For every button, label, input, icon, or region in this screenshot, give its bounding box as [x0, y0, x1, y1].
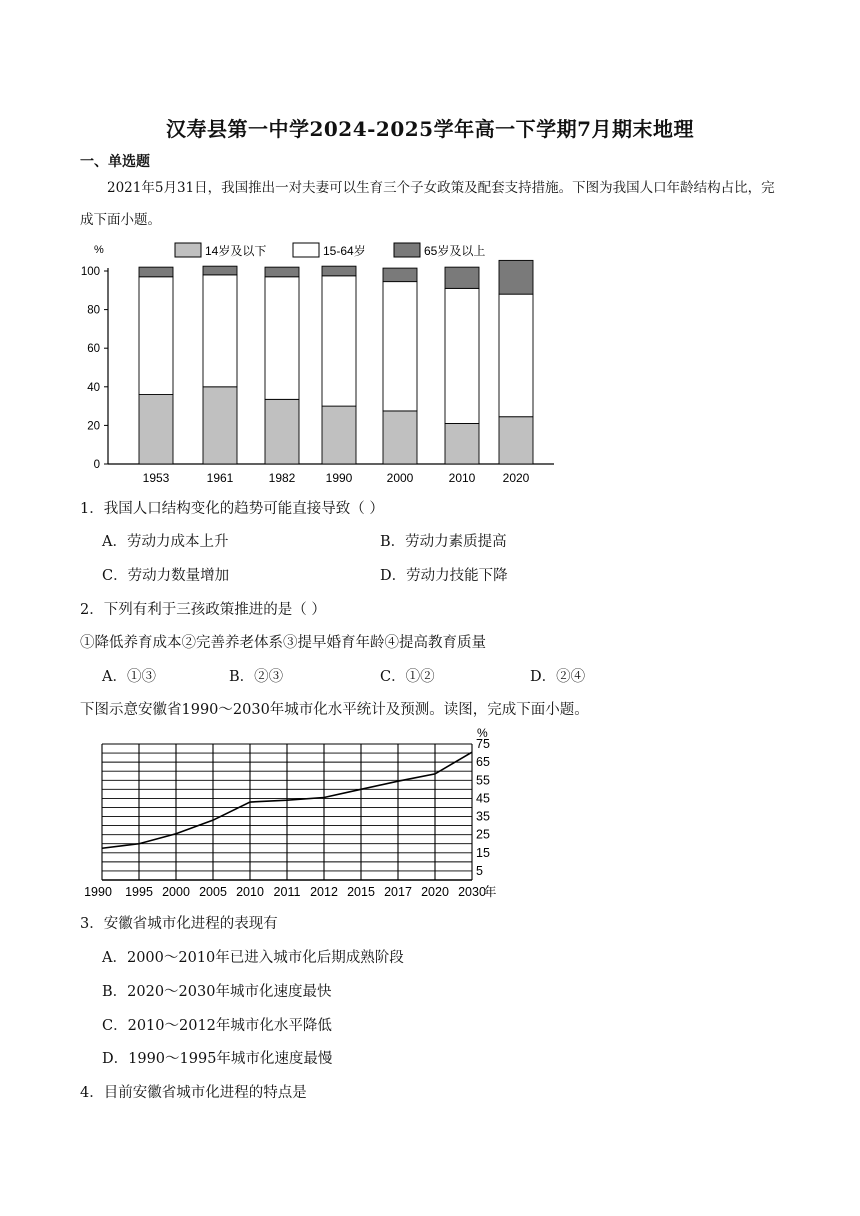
y-tick-label: 100: [80, 266, 100, 278]
bar-segment: [203, 387, 237, 464]
question-2-stem: 2．下列有利于三孩政策推进的是（ ）: [80, 602, 326, 618]
x-tick-label: 1990: [325, 471, 353, 485]
q3-option-a[interactable]: A．2000～2010年已进入城市化后期成熟阶段: [102, 950, 404, 966]
bar-segment: [265, 267, 299, 277]
q2-option-d[interactable]: D．②④: [530, 669, 586, 685]
question-2-items: ①降低养育成本②完善养老体系③提早婚育年龄④提高教育质量: [80, 635, 486, 651]
bar-segment: [139, 277, 173, 395]
x-tick-label: 1990: [84, 885, 112, 899]
urbanization-chart: [80, 724, 510, 900]
y-tick-label: 65: [476, 755, 490, 770]
x-tick-label: 2010: [448, 471, 476, 485]
legend-label: 14岁及以下: [205, 244, 267, 258]
question-4-stem: 4．目前安徽省城市化进程的特点是: [80, 1085, 307, 1101]
x-tick-label: 2020: [421, 885, 449, 899]
x-tick-label: 2015: [347, 885, 375, 899]
bar-segment: [499, 417, 533, 464]
bar-segment: [445, 267, 479, 288]
x-tick-label: 2017: [384, 885, 412, 899]
population-age-chart: [80, 238, 570, 490]
bar-segment: [139, 395, 173, 464]
bar-segment: [265, 277, 299, 400]
legend-swatch: [394, 243, 420, 257]
q3-option-b[interactable]: B．2020～2030年城市化速度最快: [102, 984, 332, 1000]
bar-segment: [322, 406, 356, 464]
x-tick-label: 2011: [273, 885, 301, 899]
y-tick-label: 20: [87, 420, 100, 433]
y-tick-label: 75: [476, 737, 490, 751]
legend-swatch: [175, 243, 201, 257]
x-tick-label: 1961: [206, 471, 234, 485]
y-tick-label: 35: [476, 809, 490, 824]
y-tick-label: 60: [87, 343, 100, 356]
bar-segment: [383, 411, 417, 464]
q2-option-a[interactable]: A．①③: [102, 669, 156, 685]
q1-option-d[interactable]: D．劳动力技能下降: [380, 568, 508, 584]
q1-option-c[interactable]: C．劳动力数量增加: [102, 568, 230, 584]
intro-2-paragraph: 下图示意安徽省1990～2030年城市化水平统计及预测。读图，完成下面小题。: [80, 702, 589, 718]
q3-option-c[interactable]: C．2010～2012年城市化水平降低: [102, 1018, 332, 1034]
x-tick-label: 2030: [458, 885, 486, 899]
x-tick-label: 1982: [268, 471, 296, 485]
x-axis-unit: 年: [484, 885, 497, 899]
x-tick-label: 1953: [142, 471, 170, 485]
q2-option-c[interactable]: C．①②: [380, 669, 435, 685]
section-heading: 一、单选题: [80, 154, 150, 170]
y-tick-label: 5: [476, 863, 483, 878]
bar-segment: [203, 266, 237, 275]
y-tick-label: 45: [476, 791, 490, 806]
question-1-stem: 1．我国人口结构变化的趋势可能直接导致（ ）: [80, 501, 384, 517]
y-tick-label: 40: [87, 381, 100, 394]
question-3-stem: 3．安徽省城市化进程的表现有: [80, 916, 278, 932]
page-title: 汉寿县第一中学2024-2025学年高一下学期7月期末地理: [165, 117, 695, 141]
bar-segment: [383, 268, 417, 282]
legend-label: 65岁及以上: [424, 244, 486, 258]
x-tick-label: 2012: [310, 885, 338, 899]
q1-option-a[interactable]: A．劳动力成本上升: [102, 534, 229, 550]
q3-option-d[interactable]: D．1990～1995年城市化速度最慢: [102, 1051, 333, 1067]
y-unit-label: %: [94, 244, 104, 256]
y-unit-label: %: [477, 726, 488, 740]
y-tick-label: 55: [476, 773, 490, 788]
bar-segment: [139, 267, 173, 277]
y-tick-label: 0: [93, 459, 100, 471]
y-tick-label: 15: [476, 845, 490, 860]
x-tick-label: 2010: [236, 885, 264, 899]
bar-segment: [265, 399, 299, 464]
x-tick-label: 2000: [162, 885, 190, 899]
bar-segment: [322, 276, 356, 406]
q2-option-b[interactable]: B．②③: [229, 669, 284, 685]
x-tick-label: 1995: [125, 885, 153, 899]
y-tick-label: 25: [476, 827, 490, 842]
x-tick-label: 2000: [386, 471, 414, 485]
bar-segment: [445, 423, 479, 464]
legend-swatch: [293, 243, 319, 257]
bar-segment: [499, 294, 533, 417]
bar-segment: [383, 282, 417, 411]
bar-segment: [203, 275, 237, 387]
x-tick-label: 2020: [502, 471, 530, 485]
x-tick-label: 2005: [199, 885, 227, 899]
q1-option-b[interactable]: B．劳动力素质提高: [380, 534, 507, 550]
y-tick-label: 80: [87, 304, 100, 317]
bar-segment: [322, 266, 356, 276]
legend-label: 15-64岁: [323, 244, 366, 258]
bar-segment: [445, 288, 479, 423]
bar-segment: [499, 260, 533, 294]
intro-paragraph: 2021年5月31日，我国推出一对夫妻可以生育三个子女政策及配套支持措施。下图为我国人口年龄结构占比，完成下面小题。: [80, 180, 775, 228]
